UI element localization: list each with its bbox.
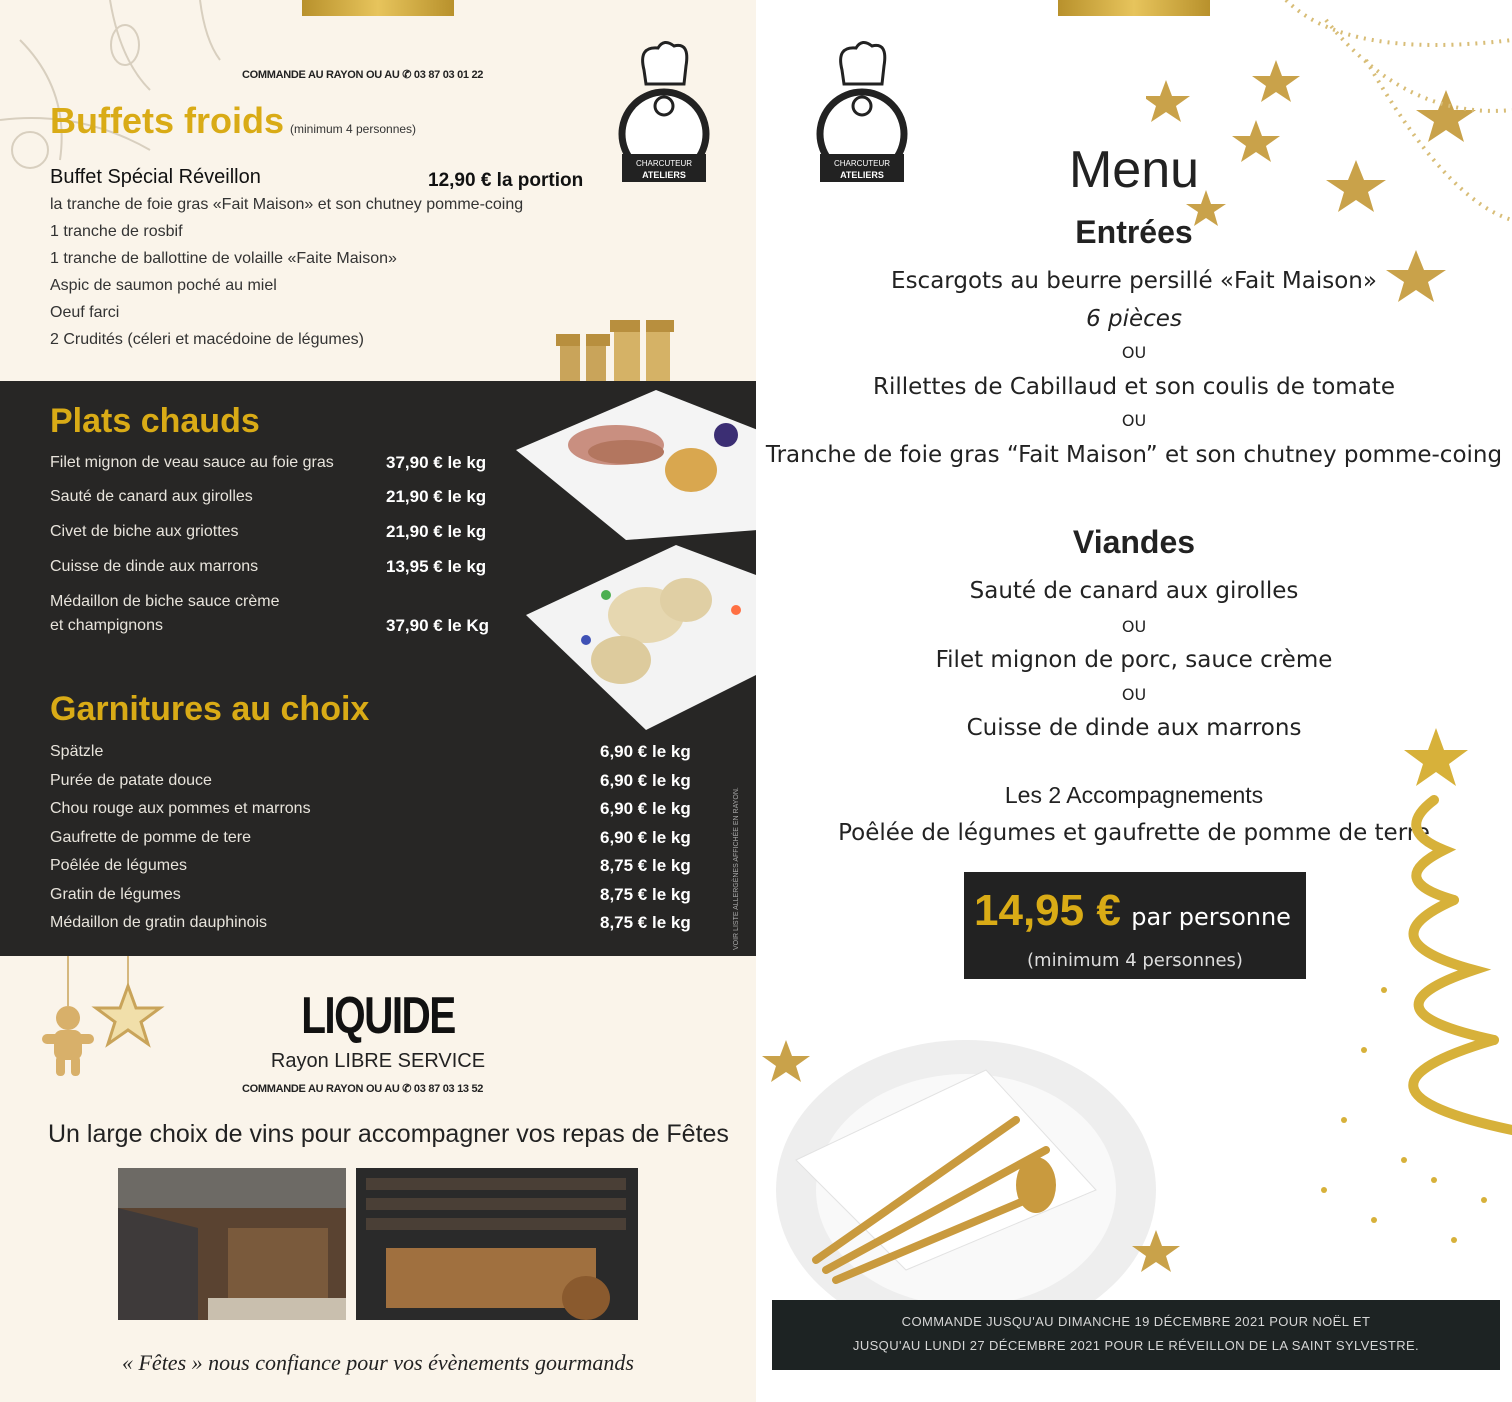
plate-cutlery-image	[756, 1000, 1316, 1300]
hot-row-price-4: 13,95 € le kg	[386, 557, 487, 576]
buffet-item-price: 12,90 € la portion	[428, 170, 584, 191]
garnish-price-6: 8,75 € le kg	[600, 885, 691, 904]
hot-dishes-title: Plats chauds	[50, 402, 260, 440]
buffet-line-4: Aspic de saumon poché au miel	[50, 277, 277, 294]
menu-price-box	[964, 872, 1306, 979]
menu-price: 14,95 €	[974, 886, 1121, 935]
allergen-note: VOIR LISTE ALLERGÈNES AFFICHÉE EN RAYON.	[733, 787, 740, 950]
hot-row-name-2: Sauté de canard aux girolles	[50, 488, 253, 505]
hot-row-name-5a: Médaillon de biche sauce crème	[50, 593, 280, 610]
buffet-line-3: 1 tranche de ballottine de volaille «Faite Maison»	[50, 250, 397, 267]
entree-3: Tranche de foie gras “Fait Maison” et son chutney pomme-coing	[765, 442, 1503, 468]
buffet-line-5: Oeuf farci	[50, 304, 120, 321]
menu-title: Menu	[1068, 141, 1200, 199]
garnish-name-4: Gaufrette de pomme de tere	[50, 829, 251, 846]
buffets-title-text: Buffets froids	[50, 100, 284, 141]
entree-2: Rillettes de Cabillaud et son coulis de tomate	[873, 374, 1395, 400]
or-separator-1: OU	[1121, 343, 1147, 362]
hot-row-name-4: Cuisse de dinde aux marrons	[50, 558, 259, 575]
logo-right-text-2: ATELIERS	[840, 170, 884, 180]
hot-row-price-5: 37,90 € le Kg	[386, 616, 490, 635]
logo-text-1: CHARCUTEUR	[636, 159, 692, 168]
accompaniments-line: Poêlée de légumes et gaufrette de pomme de terre	[838, 820, 1430, 846]
veal-plate-image	[506, 390, 756, 540]
gift-boxes-icon	[556, 316, 676, 382]
entrees-title: Entrées	[1075, 214, 1193, 250]
or-separator-4: OU	[1121, 685, 1147, 704]
wine-shop-photo-2	[356, 1168, 638, 1320]
logo-text-2: ATELIERS	[642, 170, 686, 180]
garnish-name-5: Poêlée de légumes	[50, 857, 187, 874]
deadline-line-2: JUSQU'AU LUNDI 27 DÉCEMBRE 2021 POUR LE RÉVEILLON DE LA SAINT SYLVESTRE.	[852, 1338, 1420, 1353]
wine-shop-photo-1	[118, 1168, 346, 1320]
garnish-title: Garnitures au choix	[50, 690, 370, 728]
garnish-price-1: 6,90 € le kg	[600, 742, 691, 761]
menu-price-note: (minimum 4 personnes)	[1027, 950, 1243, 971]
garnish-price-5: 8,75 € le kg	[600, 856, 691, 875]
hot-row-name-5b: et champignons	[50, 617, 163, 634]
christmas-tree-decoration	[1284, 720, 1512, 1300]
hot-row-name-3: Civet de biche aux griottes	[50, 523, 239, 540]
viande-1: Sauté de canard aux girolles	[969, 578, 1299, 604]
logo-right-text-1: CHARCUTEUR	[834, 159, 890, 168]
buffets-title	[50, 100, 416, 142]
garnish-price-2: 6,90 € le kg	[600, 771, 691, 790]
or-separator-3: OU	[1121, 617, 1147, 636]
buffets-min-note: (minimum 4 personnes)	[290, 122, 417, 136]
buffet-line-1: la tranche de foie gras «Fait Maison» et son chutney pomme-coing	[50, 196, 524, 213]
buffet-line-6: 2 Crudités (céleri et macédoine de légumes)	[50, 331, 364, 348]
slogan: « Fêtes » nous confiance pour vos évènements gourmands	[121, 1350, 634, 1375]
entree-1-pieces: 6 pièces	[1086, 306, 1182, 332]
garnish-name-2: Purée de patate douce	[50, 772, 212, 789]
garnish-name-3: Chou rouge aux pommes et marrons	[50, 800, 311, 817]
hot-row-price-2: 21,90 € le kg	[386, 487, 487, 506]
garnish-price-7: 8,75 € le kg	[600, 913, 691, 932]
viandes-title: Viandes	[1072, 524, 1196, 560]
right-flyer-page	[756, 0, 1512, 1402]
menu-price-unit: par personne	[1131, 903, 1291, 931]
gold-tab-decoration	[302, 0, 454, 16]
buffet-line-2: 1 tranche de rosbif	[50, 223, 183, 240]
buffet-item-name: Buffet Spécial Réveillon	[50, 166, 261, 188]
price-line	[974, 886, 1291, 936]
liquide-title: LIQUIDE	[301, 987, 455, 1045]
hot-row-name-1: Filet mignon de veau sauce au foie gras	[50, 454, 334, 471]
deadline-line-1: COMMANDE JUSQU'AU DIMANCHE 19 DÉCEMBRE 2021 POUR NOËL ET	[901, 1314, 1371, 1329]
viande-2: Filet mignon de porc, sauce crème	[935, 647, 1333, 673]
accompaniments-title: Les 2 Accompagnements	[1004, 782, 1264, 808]
viande-3: Cuisse de dinde aux marrons	[966, 715, 1302, 741]
hot-row-price-3: 21,90 € le kg	[386, 522, 487, 541]
garnish-price-4: 6,90 € le kg	[600, 828, 691, 847]
garnish-name-6: Gratin de légumes	[50, 886, 181, 903]
liquide-subtitle: Rayon LIBRE SERVICE	[270, 1050, 486, 1072]
medallion-plate-image	[526, 545, 756, 730]
charcutier-chef-logo	[618, 36, 710, 184]
entree-1: Escargots au beurre persillé «Fait Maison»	[891, 268, 1377, 294]
hot-row-price-1: 37,90 € le kg	[386, 453, 487, 472]
garnish-price-3: 6,90 € le kg	[600, 799, 691, 818]
liquide-order-phone: COMMANDE AU RAYON OU AU ✆ 03 87 03 13 52	[242, 1083, 484, 1095]
order-deadline-banner	[772, 1300, 1500, 1370]
order-phone-line: COMMANDE AU RAYON OU AU ✆ 03 87 03 01 22	[242, 69, 484, 81]
garnish-name-7: Médaillon de gratin dauphinois	[50, 914, 268, 931]
wine-tagline: Un large choix de vins pour accompagner vos repas de Fêtes	[48, 1120, 729, 1148]
garnish-name-1: Spätzle	[50, 743, 104, 760]
or-separator-2: OU	[1121, 411, 1147, 430]
